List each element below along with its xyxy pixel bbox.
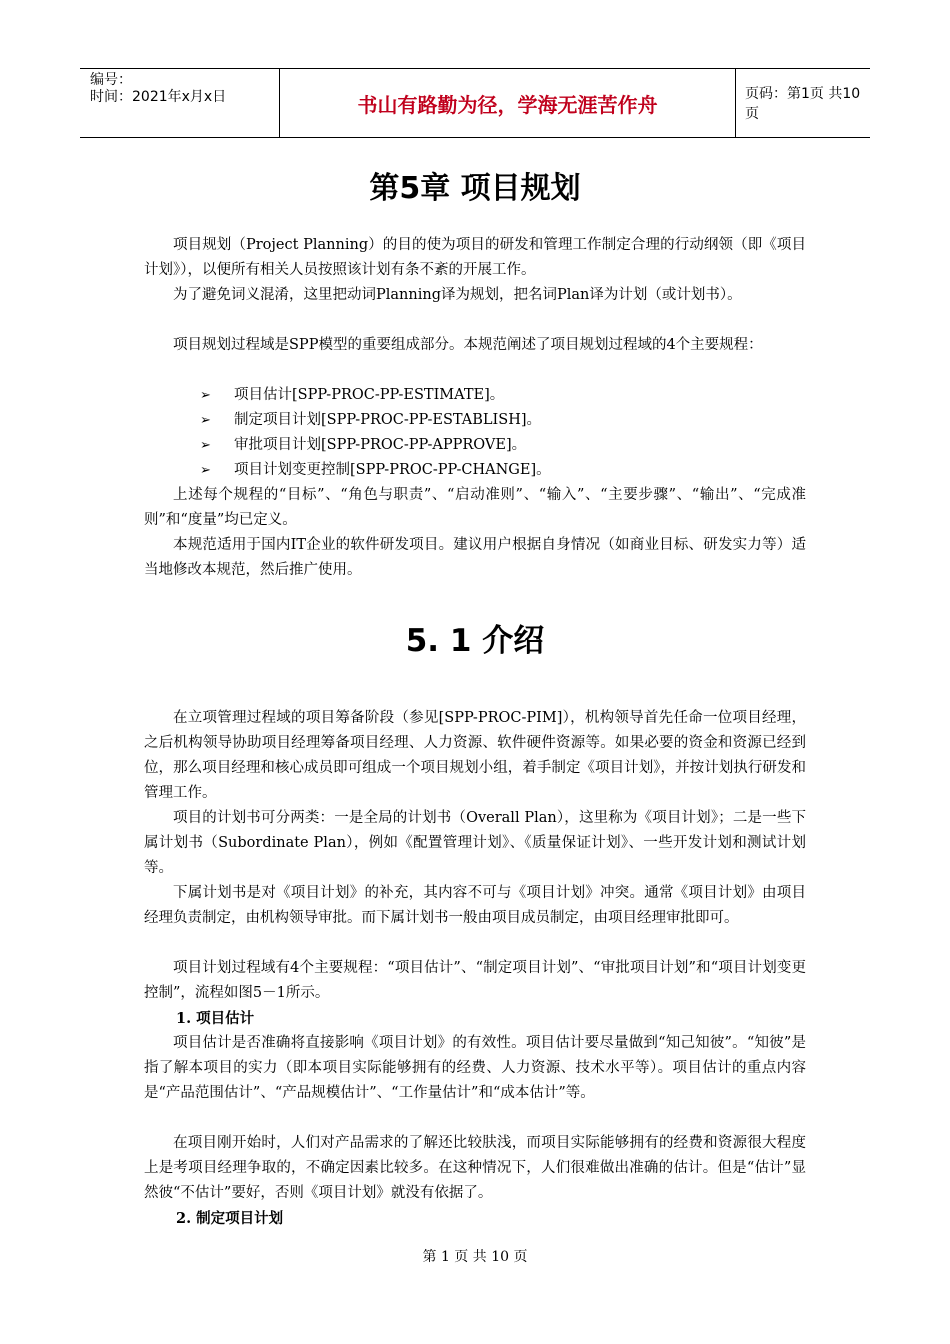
subsection-heading: 1. 项目估计	[176, 1010, 255, 1027]
list-item	[200, 383, 504, 408]
arrow-bullet-icon: ➢	[200, 388, 211, 403]
list-item	[200, 433, 526, 458]
intro-paragraph: 项目规划（Project Planning）的目的使为项目的研发和管理工作制定合理的行动纲领（即《项目计划》），以便所有相关人员按照该计划有条不紊的开展工作。	[144, 237, 806, 278]
body-paragraph: 下属计划书是对《项目计划》的补充，其内容不可与《项目计划》冲突。通常《项目计划》由项目经理负责制定，由机构领导审批。而下属计划书一般由项目成员制定，由项目经理审批即可。	[144, 885, 806, 926]
page-footer: 第 1 页 共 10 页	[422, 1249, 528, 1265]
list-item	[200, 408, 541, 433]
chapter-title: 第5章 项目规划	[369, 171, 581, 206]
intro-paragraph: 为了避免词义混淆，这里把动词Planning译为规划，把名词Plan译为计划（或计划书）。	[173, 287, 742, 303]
document-time: 时间：2021年x月x日	[90, 89, 227, 105]
intro-paragraph: 项目规划过程域是SPP模型的重要组成部分。本规范阐述了项目规划过程域的4个主要规程：	[173, 337, 763, 353]
header-page-code: 页码：第1页 共10页	[745, 86, 861, 122]
body-paragraph: 本规范适用于国内IT企业的软件研发项目。建议用户根据自身情况（如商业目标、研发实力等）适当地修改本规范，然后推广使用。	[144, 537, 806, 578]
list-item-text: 制定项目计划[SPP-PROC-PP-ESTABLISH]。	[234, 412, 541, 428]
body-paragraph: 项目计划过程域有4个主要规程：“项目估计”、“制定项目计划”、“审批项目计划”和“项目计划变更控制”，流程如图5－1所示。	[144, 960, 806, 1001]
list-item-text: 项目计划变更控制[SPP-PROC-PP-CHANGE]。	[234, 462, 551, 478]
header-meta	[80, 69, 280, 137]
body-paragraph: 上述每个规程的“目标”、“角色与职责”、“启动准则”、“输入”、“主要步骤”、“输出”、“完成准则”和“度量”均已定义。	[144, 487, 806, 528]
body-paragraph: 在立项管理过程域的项目筹备阶段（参见[SPP-PROC-PIM]），机构领导首先任命一位项目经理，之后机构领导协助项目经理筹备项目经理、人力资源、软件硬件资源等。如果必要的资金和资源已经到位，那么项目经理和核心成员即可组成一个项目规划小组，着手制定《项目计划》，并按计划执行研发和管理工作。	[144, 710, 806, 801]
header-motto: 书山有路勤为径，学海无涯苦作舟	[280, 69, 736, 137]
page-header	[80, 68, 870, 138]
subsection-heading: 2. 制定项目计划	[176, 1210, 284, 1227]
list-item	[200, 458, 551, 483]
body-paragraph: 项目估计是否准确将直接影响《项目计划》的有效性。项目估计要尽量做到“知己知彼”。“知彼”是指了解本项目的实力（即本项目实际能够拥有的经费、人力资源、技术水平等）。项目估计的重点内容是“产品范围估计”、“产品规模估计”、“工作量估计”和“成本估计”等。	[144, 1035, 806, 1101]
list-item-text: 审批项目计划[SPP-PROC-PP-APPROVE]。	[234, 437, 527, 453]
body-paragraph: 项目的计划书可分两类：一是全局的计划书（Overall Plan），这里称为《项目计划》；二是一些下属计划书（Subordinate Plan），例如《配置管理计划》、《质量保证计划》、一些开发计划和测试计划等。	[144, 810, 806, 876]
list-item-text: 项目估计[SPP-PROC-PP-ESTIMATE]。	[234, 387, 505, 403]
document-number-label: 编号：	[90, 72, 132, 88]
arrow-bullet-icon: ➢	[200, 413, 211, 428]
body-paragraph: 在项目刚开始时，人们对产品需求的了解还比较肤浅，而项目实际能够拥有的经费和资源很大程度上是考项目经理争取的，不确定因素比较多。在这种情况下，人们很难做出准确的估计。但是“估计”显然彼“不估计”要好，否则《项目计划》就没有依据了。	[144, 1135, 806, 1201]
section-title: 5. 1 介绍	[405, 623, 545, 659]
arrow-bullet-icon: ➢	[200, 463, 211, 478]
arrow-bullet-icon: ➢	[200, 438, 211, 453]
